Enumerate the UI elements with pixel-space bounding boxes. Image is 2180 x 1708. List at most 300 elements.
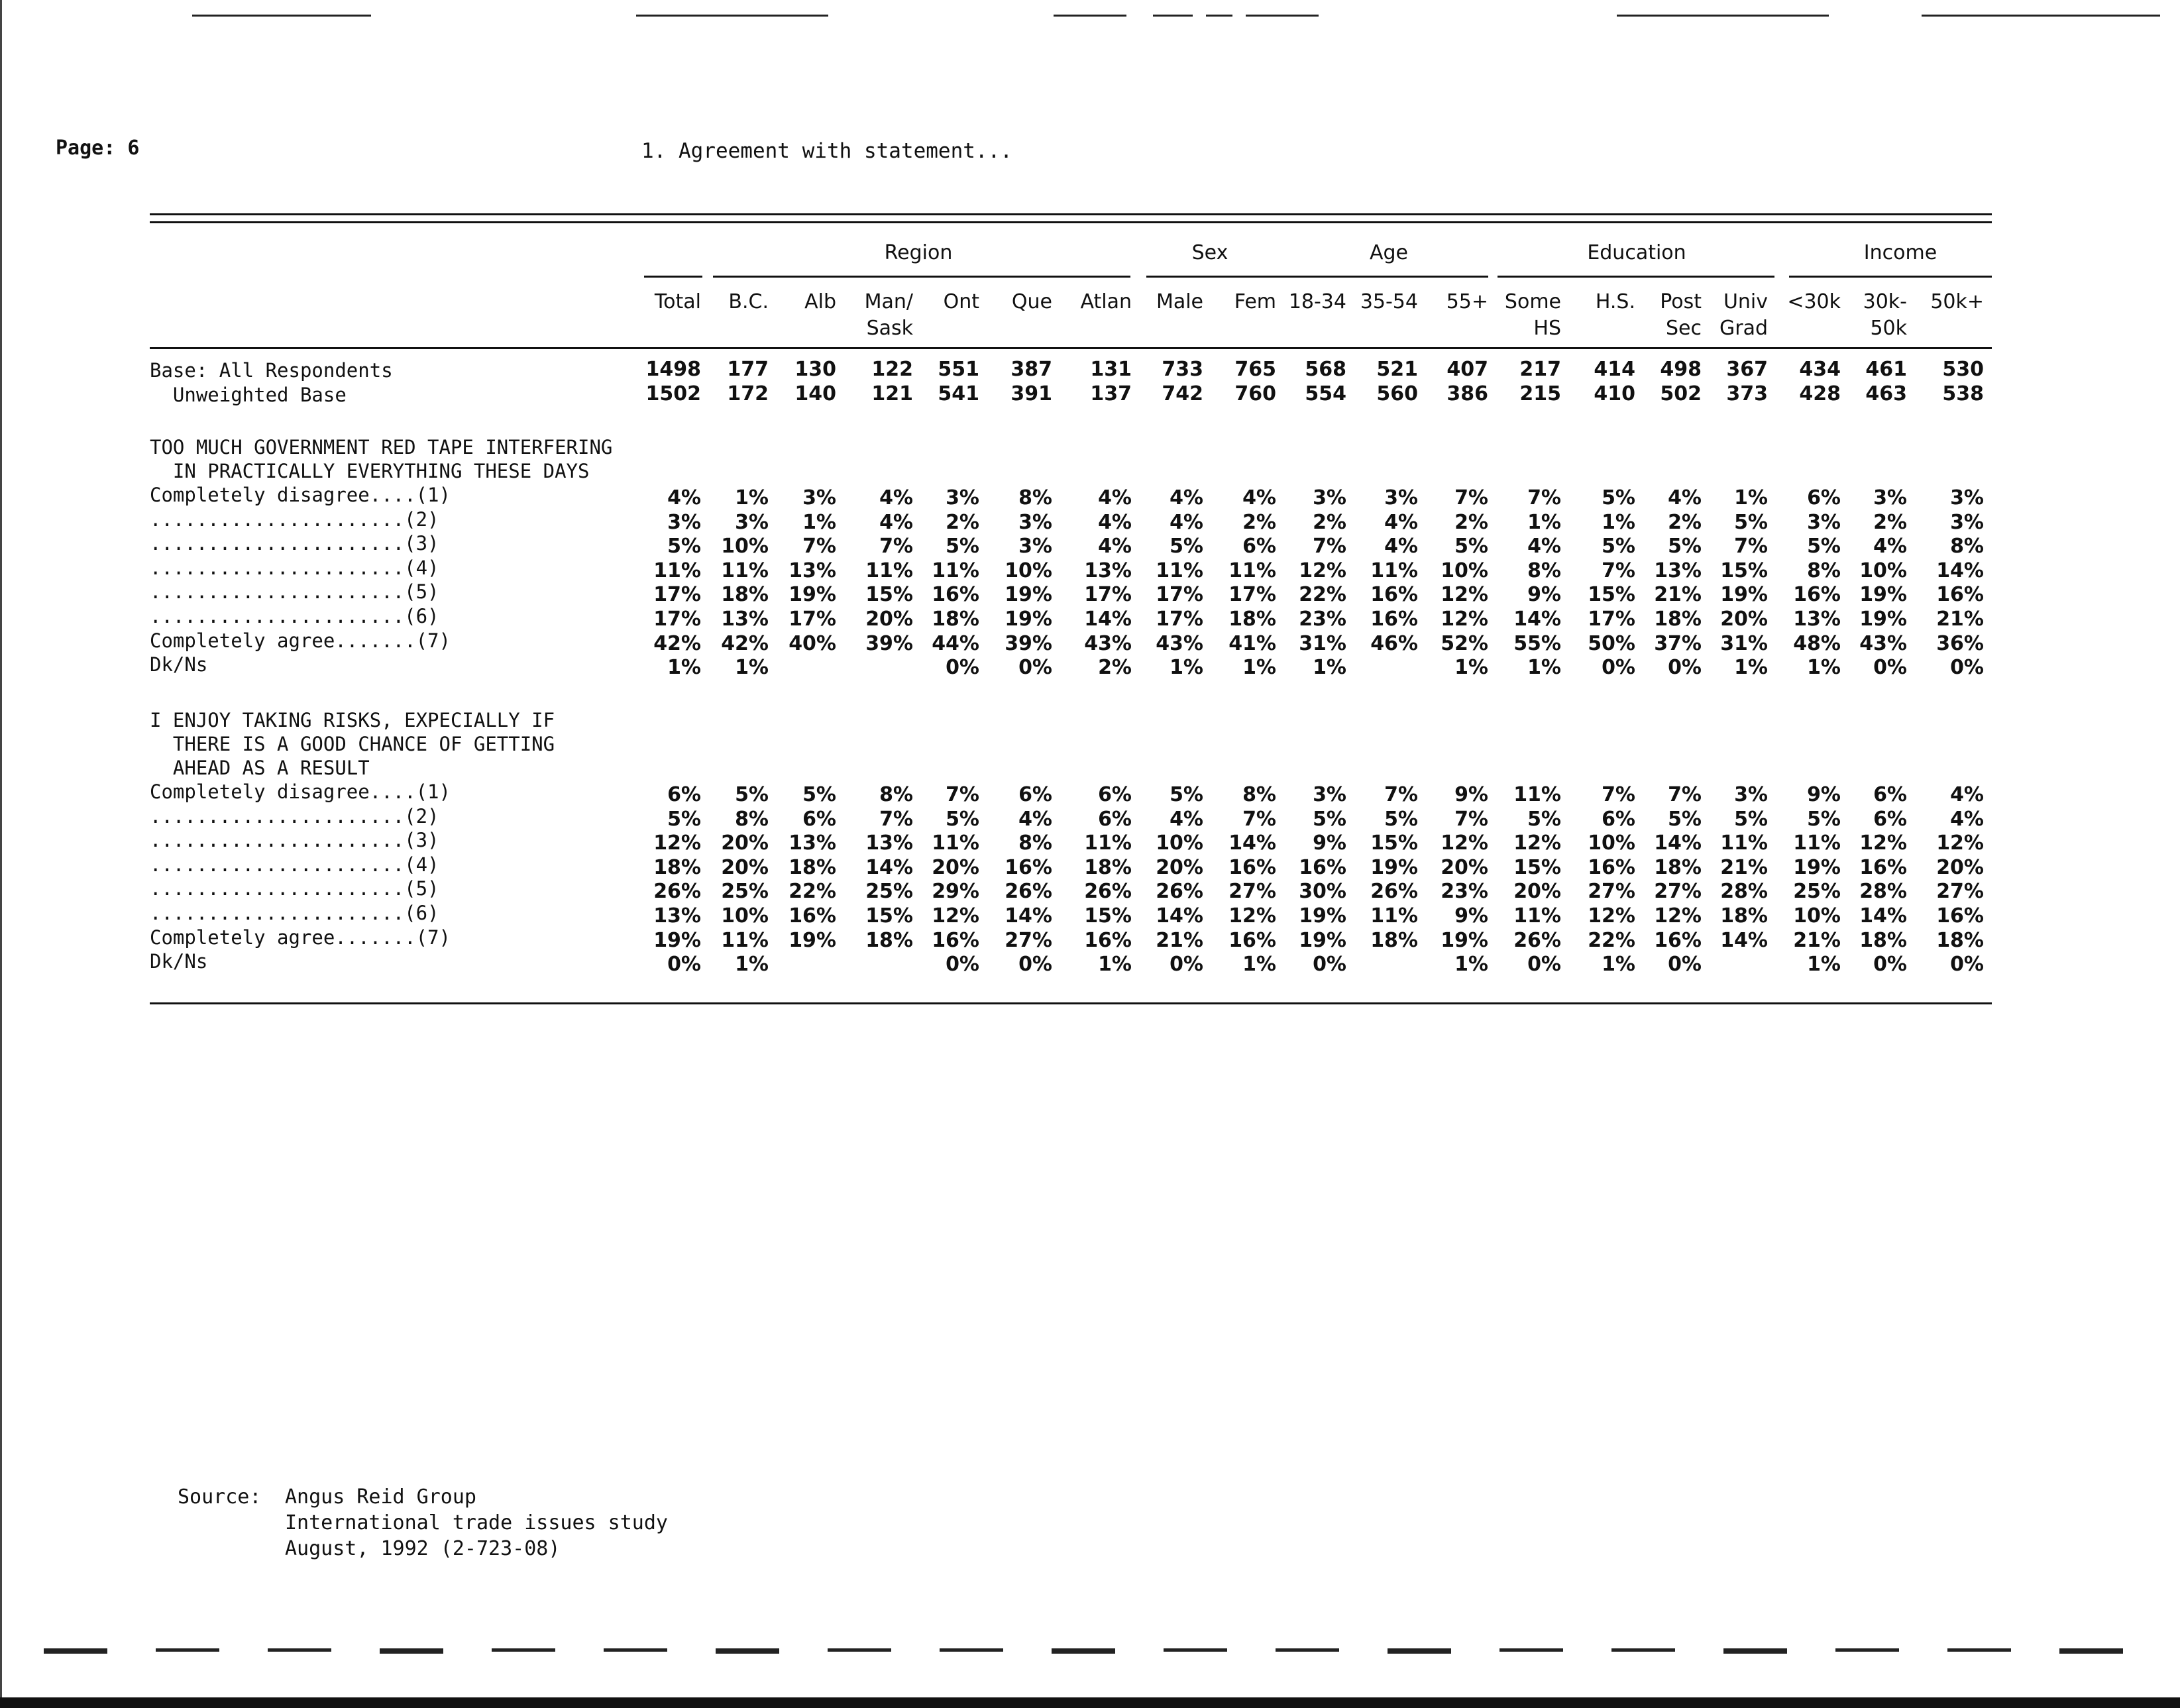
table-cell: 391	[1010, 382, 1052, 405]
scan-mark	[268, 1648, 331, 1652]
table-cell: 7%	[1454, 808, 1488, 831]
table-cell: 215	[1519, 382, 1561, 405]
table-cell: 16%	[1588, 856, 1635, 879]
column-header	[1203, 289, 1276, 315]
table-cell: 27%	[1588, 880, 1635, 903]
table-cell: 11%	[1156, 559, 1203, 582]
column-header-line1: H.S.	[1595, 290, 1635, 313]
table-cell: 11%	[1228, 559, 1276, 582]
table-cell: 19%	[789, 929, 836, 952]
table-cell: 4%	[879, 486, 913, 509]
table-cell: 463	[1865, 382, 1907, 405]
table-cell: 18%	[1654, 608, 1702, 631]
table-cell: 7%	[802, 535, 836, 558]
table-cell: 0%	[1018, 656, 1052, 679]
group-header-education: Education	[1587, 241, 1686, 264]
table-cell: 20%	[1513, 880, 1561, 903]
group-header-sex: Sex	[1191, 241, 1228, 264]
table-cell: 9%	[1313, 831, 1346, 855]
table-cell: 37%	[1654, 632, 1702, 655]
table-cell: 19%	[1859, 583, 1907, 606]
table-cell: 14%	[1005, 904, 1052, 928]
column-header	[1059, 289, 1132, 315]
table-cell: 8%	[1018, 831, 1052, 855]
table-cell: 11%	[721, 929, 769, 952]
table-cell: 21%	[1793, 929, 1841, 952]
scan-mark	[44, 1648, 107, 1654]
table-cell: 10%	[1156, 831, 1203, 855]
table-cell: 5%	[946, 535, 979, 558]
table-cell: 14%	[1084, 608, 1132, 631]
table-cell: 16%	[1228, 929, 1276, 952]
table-cell: 17%	[1588, 608, 1635, 631]
scan-mark	[940, 1648, 1003, 1652]
table-cell: 1498	[645, 358, 701, 381]
table-cell: 27%	[1005, 929, 1052, 952]
table-cell: 6%	[1873, 783, 1907, 806]
table-cell: 461	[1865, 358, 1907, 381]
table-cell: 2%	[1242, 511, 1276, 534]
table-cell: 1%	[1313, 656, 1346, 679]
table-cell: 6%	[667, 783, 701, 806]
table-cell: 7%	[1527, 486, 1561, 509]
column-header	[979, 289, 1052, 315]
table-cell: 14%	[1654, 831, 1702, 855]
table-cell: 14%	[1228, 831, 1276, 855]
table-cell: 5%	[1807, 808, 1841, 831]
table-cell: 554	[1305, 382, 1346, 405]
table-cell: 5%	[1170, 535, 1203, 558]
table-cell: 16%	[1005, 856, 1052, 879]
table-cell: 3%	[1950, 511, 1984, 534]
scan-mark	[156, 1648, 219, 1652]
scan-mark	[716, 1648, 779, 1654]
table-cell: 29%	[932, 880, 979, 903]
table-cell: 19%	[789, 583, 836, 606]
table-cell: 11%	[721, 559, 769, 582]
row-label: ......................(4)	[150, 557, 439, 579]
table-cell: 0%	[946, 656, 979, 679]
table-cell: 502	[1660, 382, 1702, 405]
table-cell: 373	[1726, 382, 1768, 405]
scan-mark	[1723, 1648, 1787, 1654]
group-underline-education	[1498, 276, 1774, 278]
table-cell: 1%	[735, 486, 769, 509]
scan-mark	[192, 15, 371, 17]
table-cell: 46%	[1370, 632, 1418, 655]
row-label: ......................(3)	[150, 829, 439, 851]
table-cell: 10%	[721, 535, 769, 558]
table-cell: 13%	[865, 831, 913, 855]
scan-mark	[492, 1648, 555, 1652]
table-cell: 23%	[1441, 880, 1488, 903]
table-cell: 18%	[721, 583, 769, 606]
table-cell: 16%	[1936, 583, 1984, 606]
table-cell: 16%	[1370, 583, 1418, 606]
table-cell: 14%	[1720, 929, 1768, 952]
table-cell: 22%	[789, 880, 836, 903]
table-cell: 10%	[721, 904, 769, 928]
row-label: ......................(2)	[150, 508, 439, 531]
table-cell: 20%	[865, 608, 913, 631]
table-cell: 14%	[1859, 904, 1907, 928]
table-cell: 1%	[735, 656, 769, 679]
table-cell: 1502	[645, 382, 701, 405]
table-cell: 367	[1726, 358, 1768, 381]
table-cell: 10%	[1793, 904, 1841, 928]
column-header	[628, 289, 701, 315]
table-cell: 12%	[1936, 831, 1984, 855]
table-cell: 7%	[1668, 783, 1702, 806]
column-header-line1: Alb	[804, 290, 836, 313]
group-underline-sex	[1146, 276, 1288, 278]
table-cell: 498	[1660, 358, 1702, 381]
table-cell: 16%	[789, 904, 836, 928]
column-header	[1130, 289, 1203, 315]
table-cell: 3%	[1873, 486, 1907, 509]
table-cell: 3%	[1018, 511, 1052, 534]
column-header	[763, 289, 836, 315]
table-cell: 177	[727, 358, 769, 381]
table-cell: 10%	[1005, 559, 1052, 582]
table-cell: 11%	[932, 831, 979, 855]
table-cell: 7%	[946, 783, 979, 806]
column-header	[840, 289, 913, 342]
table-cell: 6%	[1098, 808, 1132, 831]
table-cell: 130	[794, 358, 836, 381]
table-cell: 12%	[1654, 904, 1702, 928]
table-cell: 17%	[789, 608, 836, 631]
table-cell: 140	[794, 382, 836, 405]
column-header	[1274, 289, 1346, 315]
table-cell: 1%	[1734, 486, 1768, 509]
table-cell: 122	[871, 358, 913, 381]
table-cell: 17%	[1156, 608, 1203, 631]
scan-mark	[380, 1648, 443, 1654]
group-underline-region	[713, 276, 1130, 278]
table-cell: 5%	[1734, 511, 1768, 534]
table-cell: 0%	[1313, 953, 1346, 976]
table-cell: 23%	[1299, 608, 1346, 631]
table-cell: 8%	[1018, 486, 1052, 509]
table-cell: 13%	[789, 831, 836, 855]
scan-mark	[636, 15, 828, 17]
table-cell: 44%	[932, 632, 979, 655]
table-cell: 26%	[1370, 880, 1418, 903]
section-title-line: AHEAD AS A RESULT	[150, 757, 370, 779]
table-cell: 3%	[1734, 783, 1768, 806]
column-header-line1: 18-34	[1288, 290, 1346, 313]
scan-mark	[1276, 1648, 1339, 1652]
table-cell: 4%	[1170, 808, 1203, 831]
table-cell: 4%	[1098, 486, 1132, 509]
table-cell: 3%	[802, 486, 836, 509]
table-cell: 7%	[1384, 783, 1418, 806]
table-cell: 16%	[1859, 856, 1907, 879]
table-cell: 15%	[1084, 904, 1132, 928]
column-header-line1: Ont	[943, 290, 979, 313]
table-cell: 3%	[1384, 486, 1418, 509]
source-line-3: August, 1992 (2-723-08)	[285, 1537, 561, 1560]
table-cell: 0%	[946, 953, 979, 976]
row-label: ......................(5)	[150, 877, 439, 900]
table-cell: 2%	[1098, 656, 1132, 679]
table-cell: 11%	[932, 559, 979, 582]
table-cell: 10%	[1588, 831, 1635, 855]
row-label: ......................(4)	[150, 853, 439, 876]
table-cell: 5%	[1668, 808, 1702, 831]
table-cell: 1%	[802, 511, 836, 534]
column-header-line1: Man/	[864, 290, 913, 313]
table-cell: 40%	[789, 632, 836, 655]
table-cell: 7%	[1454, 486, 1488, 509]
table-cell: 14%	[1936, 559, 1984, 582]
group-header-age: Age	[1369, 241, 1409, 264]
table-cell: 0%	[667, 953, 701, 976]
table-cell: 31%	[1299, 632, 1346, 655]
table-cell: 26%	[1084, 880, 1132, 903]
table-cell: 19%	[653, 929, 701, 952]
table-cell: 16%	[1793, 583, 1841, 606]
scan-bottom-bar	[0, 1697, 2180, 1708]
table-cell: 521	[1376, 358, 1418, 381]
table-cell: 4%	[1668, 486, 1702, 509]
table-cell: 20%	[721, 831, 769, 855]
table-cell: 17%	[1084, 583, 1132, 606]
table-cell: 434	[1799, 358, 1841, 381]
table-cell: 25%	[1793, 880, 1841, 903]
table-cell: 15%	[1513, 856, 1561, 879]
column-header	[1488, 289, 1561, 342]
column-header-line2: Grad	[1719, 317, 1768, 340]
table-cell: 7%	[879, 535, 913, 558]
table-cell: 4%	[1527, 535, 1561, 558]
column-header-line1: Que	[1011, 290, 1052, 313]
row-label: Completely disagree....(1)	[150, 780, 451, 803]
table-cell: 5%	[1807, 535, 1841, 558]
table-cell: 1%	[1098, 953, 1132, 976]
table-cell: 0%	[1668, 656, 1702, 679]
table-cell: 3%	[946, 486, 979, 509]
table-cell: 4%	[1384, 511, 1418, 534]
table-cell: 17%	[1156, 583, 1203, 606]
table-cell: 5%	[735, 783, 769, 806]
table-cell: 0%	[1873, 953, 1907, 976]
table-cell: 14%	[1513, 608, 1561, 631]
table-cell: 19%	[1720, 583, 1768, 606]
page-number: Page: 6	[56, 136, 140, 160]
column-header-line2: 50k	[1870, 317, 1907, 340]
table-cell: 28%	[1859, 880, 1907, 903]
table-cell: 5%	[1602, 535, 1635, 558]
table-cell: 3%	[1018, 535, 1052, 558]
scan-mark	[1246, 15, 1319, 17]
table-cell: 7%	[1602, 783, 1635, 806]
table-cell: 11%	[1084, 831, 1132, 855]
column-header-line2: Sask	[866, 317, 913, 340]
table-cell: 14%	[865, 856, 913, 879]
table-cell: 13%	[1793, 608, 1841, 631]
table-cell: 17%	[1228, 583, 1276, 606]
table-cell: 8%	[879, 783, 913, 806]
table-cell: 12%	[1588, 904, 1635, 928]
table-cell: 18%	[789, 856, 836, 879]
table-cell: 5%	[1527, 808, 1561, 831]
table-cell: 16%	[932, 583, 979, 606]
table-cell: 16%	[1370, 608, 1418, 631]
table-cell: 28%	[1720, 880, 1768, 903]
table-cell: 17%	[653, 608, 701, 631]
page-title: 1. Agreement with statement...	[641, 139, 1012, 163]
section-title-line: IN PRACTICALLY EVERYTHING THESE DAYS	[150, 460, 590, 482]
table-cell: 16%	[1299, 856, 1346, 879]
table-cell: 15%	[1588, 583, 1635, 606]
table-cell: 2%	[1313, 511, 1346, 534]
table-cell: 11%	[653, 559, 701, 582]
table-cell: 5%	[667, 808, 701, 831]
table-cell: 18%	[1859, 929, 1907, 952]
table-cell: 13%	[721, 608, 769, 631]
scan-mark	[1617, 15, 1829, 17]
row-label: Dk/Ns	[150, 950, 208, 973]
table-cell: 15%	[865, 583, 913, 606]
row-label: Completely disagree....(1)	[150, 484, 451, 506]
table-cell: 1%	[1242, 953, 1276, 976]
table-cell: 4%	[667, 486, 701, 509]
table-cell: 1%	[1807, 656, 1841, 679]
scan-mark	[1835, 1648, 1899, 1652]
total-underline	[644, 276, 702, 278]
source-line-1: Angus Reid Group	[285, 1485, 476, 1509]
table-cell: 39%	[865, 632, 913, 655]
table-cell: 1%	[1454, 656, 1488, 679]
table-cell: 10%	[1859, 559, 1907, 582]
table-cell: 20%	[721, 856, 769, 879]
column-header-line1: Post	[1660, 290, 1702, 313]
table-cell: 12%	[1441, 831, 1488, 855]
table-cell: 131	[1090, 358, 1132, 381]
table-cell: 4%	[1384, 535, 1418, 558]
table-cell: 18%	[1084, 856, 1132, 879]
table-cell: 121	[871, 382, 913, 405]
column-header-line1: Univ	[1723, 290, 1768, 313]
table-cell: 20%	[1441, 856, 1488, 879]
table-cell: 10%	[1441, 559, 1488, 582]
table-cell: 4%	[1950, 808, 1984, 831]
table-cell: 20%	[1720, 608, 1768, 631]
table-cell: 2%	[946, 511, 979, 534]
table-cell: 42%	[653, 632, 701, 655]
table-cell: 5%	[667, 535, 701, 558]
table-cell: 26%	[653, 880, 701, 903]
table-cell: 8%	[735, 808, 769, 831]
table-cell: 7%	[879, 808, 913, 831]
section-title-line: TOO MUCH GOVERNMENT RED TAPE INTERFERING	[150, 436, 613, 458]
table-cell: 52%	[1441, 632, 1488, 655]
table-cell: 0%	[1602, 656, 1635, 679]
base-row-label: Unweighted Base	[150, 384, 347, 406]
table-cell: 8%	[1527, 559, 1561, 582]
table-cell: 1%	[1242, 656, 1276, 679]
table-cell: 7%	[1734, 535, 1768, 558]
table-cell: 27%	[1654, 880, 1702, 903]
table-cell: 6%	[1602, 808, 1635, 831]
table-cell: 172	[727, 382, 769, 405]
table-cell: 18%	[932, 608, 979, 631]
table-cell: 0%	[1527, 953, 1561, 976]
base-row-label: Base: All Respondents	[150, 359, 393, 382]
row-label: ......................(5)	[150, 580, 439, 603]
table-cell: 6%	[1807, 486, 1841, 509]
table-cell: 19%	[1859, 608, 1907, 631]
table-cell: 18%	[1370, 929, 1418, 952]
column-header-line1: Atlan	[1080, 290, 1132, 313]
scan-mark	[1611, 1648, 1675, 1652]
table-cell: 3%	[1807, 511, 1841, 534]
table-cell: 22%	[1299, 583, 1346, 606]
table-cell: 4%	[1098, 535, 1132, 558]
table-cell: 0%	[1950, 953, 1984, 976]
table-cell: 12%	[1441, 583, 1488, 606]
table-cell: 742	[1162, 382, 1203, 405]
table-cell: 21%	[1720, 856, 1768, 879]
column-header	[1768, 289, 1841, 315]
column-header	[1562, 289, 1635, 315]
table-cell: 48%	[1793, 632, 1841, 655]
table-cell: 43%	[1084, 632, 1132, 655]
table-cell: 9%	[1454, 783, 1488, 806]
table-cell: 17%	[653, 583, 701, 606]
table-cell: 137	[1090, 382, 1132, 405]
column-header-line1: Total	[654, 290, 701, 313]
scan-mark	[1499, 1648, 1563, 1652]
table-cell: 12%	[653, 831, 701, 855]
table-cell: 4%	[1170, 486, 1203, 509]
table-cell: 9%	[1807, 783, 1841, 806]
table-cell: 5%	[1734, 808, 1768, 831]
table-cell: 26%	[1156, 880, 1203, 903]
table-cell: 21%	[1654, 583, 1702, 606]
row-label: Completely agree.......(7)	[150, 629, 451, 652]
group-header-income: Income	[1863, 241, 1937, 264]
table-cell: 4%	[1873, 535, 1907, 558]
table-cell: 11%	[1793, 831, 1841, 855]
scan-mark	[2059, 1648, 2123, 1654]
table-cell: 3%	[667, 511, 701, 534]
scan-mark	[1164, 1648, 1227, 1652]
table-top-rule	[150, 213, 1992, 215]
table-cell: 5%	[1454, 535, 1488, 558]
table-cell: 428	[1799, 382, 1841, 405]
table-cell: 43%	[1859, 632, 1907, 655]
table-cell: 13%	[789, 559, 836, 582]
table-cell: 11%	[1370, 904, 1418, 928]
table-cell: 19%	[1299, 929, 1346, 952]
column-header-line1: 35-54	[1360, 290, 1418, 313]
column-header-line1: Fem	[1234, 290, 1276, 313]
table-cell: 27%	[1228, 880, 1276, 903]
row-label: ......................(2)	[150, 805, 439, 827]
table-cell: 2%	[1454, 511, 1488, 534]
column-header	[1911, 289, 1984, 315]
table-cell: 217	[1519, 358, 1561, 381]
table-cell: 3%	[1313, 783, 1346, 806]
table-cell: 6%	[802, 808, 836, 831]
table-cell: 5%	[802, 783, 836, 806]
table-cell: 27%	[1936, 880, 1984, 903]
table-cell: 5%	[1384, 808, 1418, 831]
table-cell: 12%	[1441, 608, 1488, 631]
